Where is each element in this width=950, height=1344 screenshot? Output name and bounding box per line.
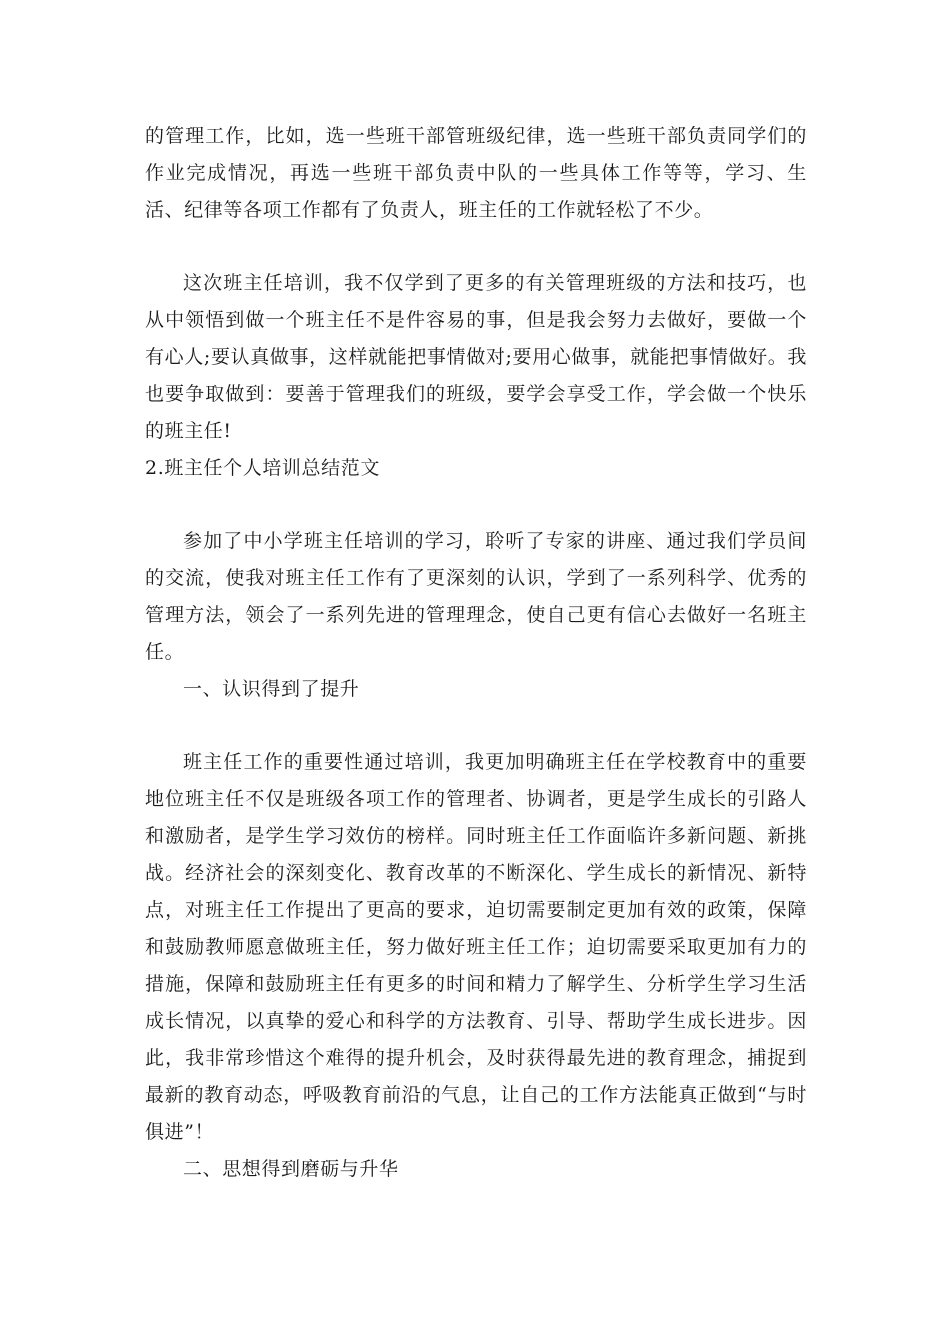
subheading-thought: 二、思想得到磨砺与升华 (183, 1158, 399, 1180)
paragraph-recognition: 班主任工作的重要性通过培训，我更加明确班主任在学校教育中的重要地位班主任不仅是班级各项工作的管理者、协调者，更是学生成长的引路人和激励者，是学生学习效仿的榜样。同时班主任工作面临许多新问题、新挑战。经济社会的深刻变化、教育改革的不断深化、学生成长的新情况、新特点，对班主任工作提出了更高的要求，迫切需要制定更加有效的政策，保障和鼓励教师愿意做班主任，努力做好班主任工作；迫切需要采取更加有力的措施，保障和鼓励班主任有更多的时间和精力了解学生、分析学生学习生活成长情况，以真挚的爱心和科学的方法教育、引导、帮助学生成长进步。因此，我非常珍惜这个难得的提升机会，及时获得最先进的教育理念，捕捉到最新的教育动态，呼吸教育前沿的气息，让自己的工作方法能真正做到“与时俱进”！ (145, 751, 807, 1143)
document-page (145, 118, 807, 1188)
paragraph-continuation: 的管理工作，比如，选一些班干部管班级纪律，选一些班干部负责同学们的作业完成情况，再选一些班干部负责中队的一些具体工作等等，学习、生活、纪律等各项工作都有了负责人，班主任的工作就轻松了不少。 (145, 125, 807, 221)
subheading-recognition: 一、认识得到了提升 (183, 678, 360, 700)
section-title: 2.班主任个人培训总结范文 (145, 457, 380, 479)
paragraph-intro: 参加了中小学班主任培训的学习，聆听了专家的讲座、通过我们学员间的交流，使我对班主任工作有了更深刻的认识，学到了一系列科学、优秀的管理方法，领会了一系列先进的管理理念，使自己更有信心去做好一名班主任。 (145, 530, 807, 663)
paragraph-reflection: 这次班主任培训，我不仅学到了更多的有关管理班级的方法和技巧，也从中领悟到做一个班主任不是件容易的事，但是我会努力去做好，要做一个有心人;要认真做事，这样就能把事情做对;要用心做事，就能把事情做好。我也要争取做到：要善于管理我们的班级，要学会享受工作，学会做一个快乐的班主任! (145, 272, 807, 442)
